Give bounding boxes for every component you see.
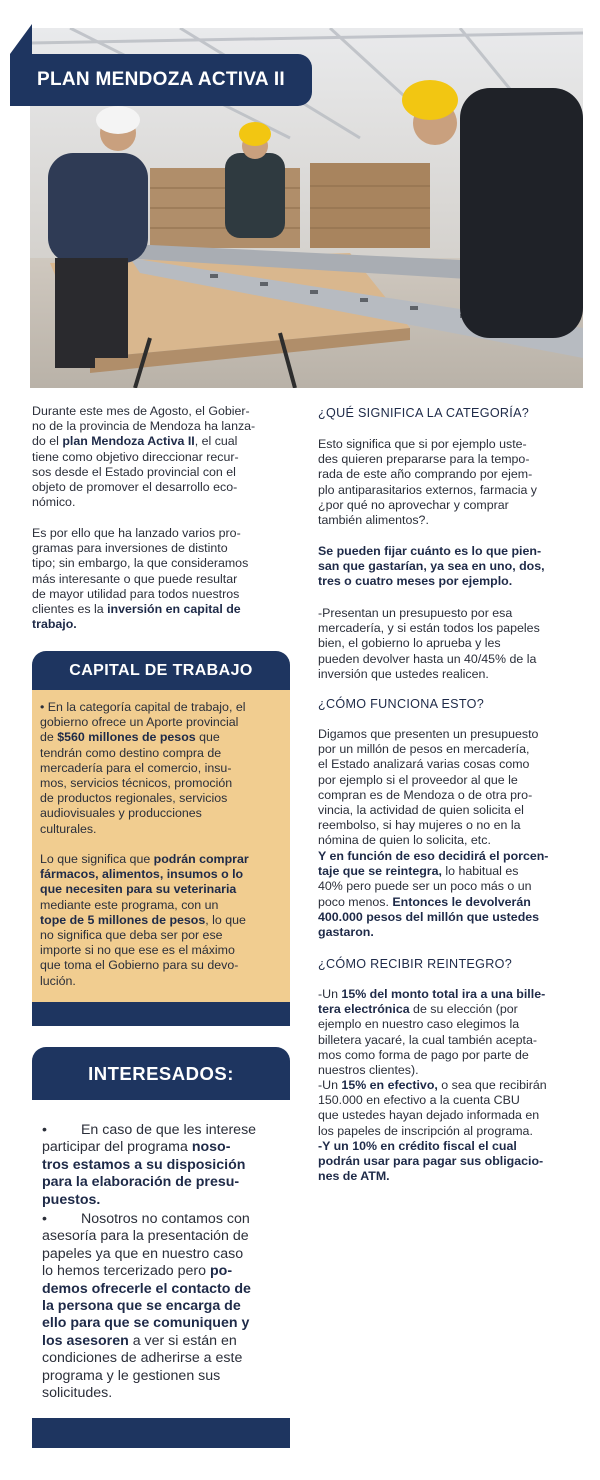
right-paragraph-2: Se pueden fijar cuánto es lo que pien- san que gastarían, ya sea en uno, dos, tres o cuatro meses por ejemplo. [318, 544, 545, 589]
intro-paragraph-2: Es por ello que ha lanzado varios pro- gramas para inversiones de distinto tipo; sin embargo, la que consideramos más interesante o que puede resultar de mayor utilidad para todos nuestros clientes es la inversión en capital de trabajo. [32, 526, 249, 632]
page-title-banner [10, 54, 312, 106]
right-paragraph-3: -Presentan un presupuesto por esa mercadería, y si están todos los papeles bien, el gobierno lo aprueba y les pueden devolver hasta un 40/45% de la inversión que ustedes realicen. [318, 606, 540, 681]
heading-como-funciona: ¿CÓMO FUNCIONA ESTO? [318, 697, 485, 711]
right-paragraph-5: Y en función de eso decidirá el porcen- taje que se reintegra, lo habitual es 40% pero puede ser un poco más o un poco menos. Entonces le devolverán 400.000 pesos del millón que ustedes gastaron. [318, 849, 549, 940]
right-paragraph-1: Esto significa que si por ejemplo uste- des quieren prepararse para la tempo- rada de este año comprando por ejem- plo antiparasitarios externos, farmacia y ¿por qué no aprovechar y comprar también alimentos?. [318, 437, 538, 528]
capital-paragraph-1: • En la categoría capital de trabajo, el gobierno ofrece un Aporte provincial de $560 millones de pesos que tendrán como destino compra de mercadería para el comercio, insu- mos, servicios técnicos, promoción de productos regionales, servicios audiovisuales y producciones culturales. [40, 700, 246, 836]
interested-heading: INTERESADOS: [88, 1062, 234, 1084]
capital-heading-box [32, 651, 290, 690]
heading-como-recibir: ¿CÓMO RECIBIR REINTEGRO? [318, 957, 513, 971]
interested-heading-box [32, 1047, 290, 1100]
interested-footer-bar [32, 1418, 290, 1448]
capital-paragraph-2: Lo que significa que podrán comprar fármacos, alimentos, insumos o lo que necesiten para su veterinaria mediante este programa, con un tope de 5 millones de pesos, lo que no significa que deba ser por ese importe si no que ese es el máximo que toma el Gobierno para su devo- lución. [40, 852, 249, 988]
right-paragraph-6: -Un 15% del monto total ira a una bille- tera electrónica de su elección (por ejemplo en nuestro caso elegimos la billetera yacaré, la cual también acepta- mos como forma de pago por parte de nuestros clientes). [318, 987, 546, 1078]
interested-bullet-2: • Nosotros no contamos con asesoría para la presentación de papeles ya que en nuestro caso lo hemos tercerizado pero po- demos ofrecerle el contacto de la persona que se encarga de ello para que se comuniquen y los asesoren a ver si están en condiciones de adherirse a este programa y le gestionen sus solicitudes. [42, 1211, 251, 1402]
page-title: PLAN MENDOZA ACTIVA II [37, 69, 285, 90]
capital-heading: CAPITAL DE TRABAJO [69, 661, 253, 679]
right-paragraph-7: -Un 15% en efectivo, o sea que recibirán 150.000 en efectivo a la cuenta CBU que ustedes hayan dejado informada en los papeles de inscripción al programa. [318, 1078, 547, 1138]
intro-paragraph-1: Durante este mes de Agosto, el Gobier- no de la provincia de Mendoza ha lanza- do el plan Mendoza Activa II, el cual tiene como objetivo direccionar recur- sos desde el Estado provincial con el objeto de promover el desarrollo eco- nómico. [32, 404, 256, 510]
capital-footer-bar [32, 1002, 290, 1026]
heading-que-significa: ¿QUÉ SIGNIFICA LA CATEGORÍA? [318, 406, 530, 420]
interested-bullet-1: • En caso de que les interese participar del programa noso- tros estamos a su disposición para la elaboración de presu- puestos. [42, 1122, 257, 1208]
right-paragraph-4: Digamos que presenten un presupuesto por un millón de pesos en mercadería, el Estado analizará varias cosas como por ejemplo si el proveedor al que le compran es de Mendoza o de otra pro- vincia, la actividad de quien solicita el reembolso, si hay mujeres o no en la nómina de quien lo solicita, etc. [318, 727, 539, 848]
title-corner-accent [10, 24, 32, 54]
right-paragraph-8: -Y un 10% en crédito fiscal el cual podrán usar para pagar sus obligacio- nes de ATM. [318, 1139, 544, 1184]
